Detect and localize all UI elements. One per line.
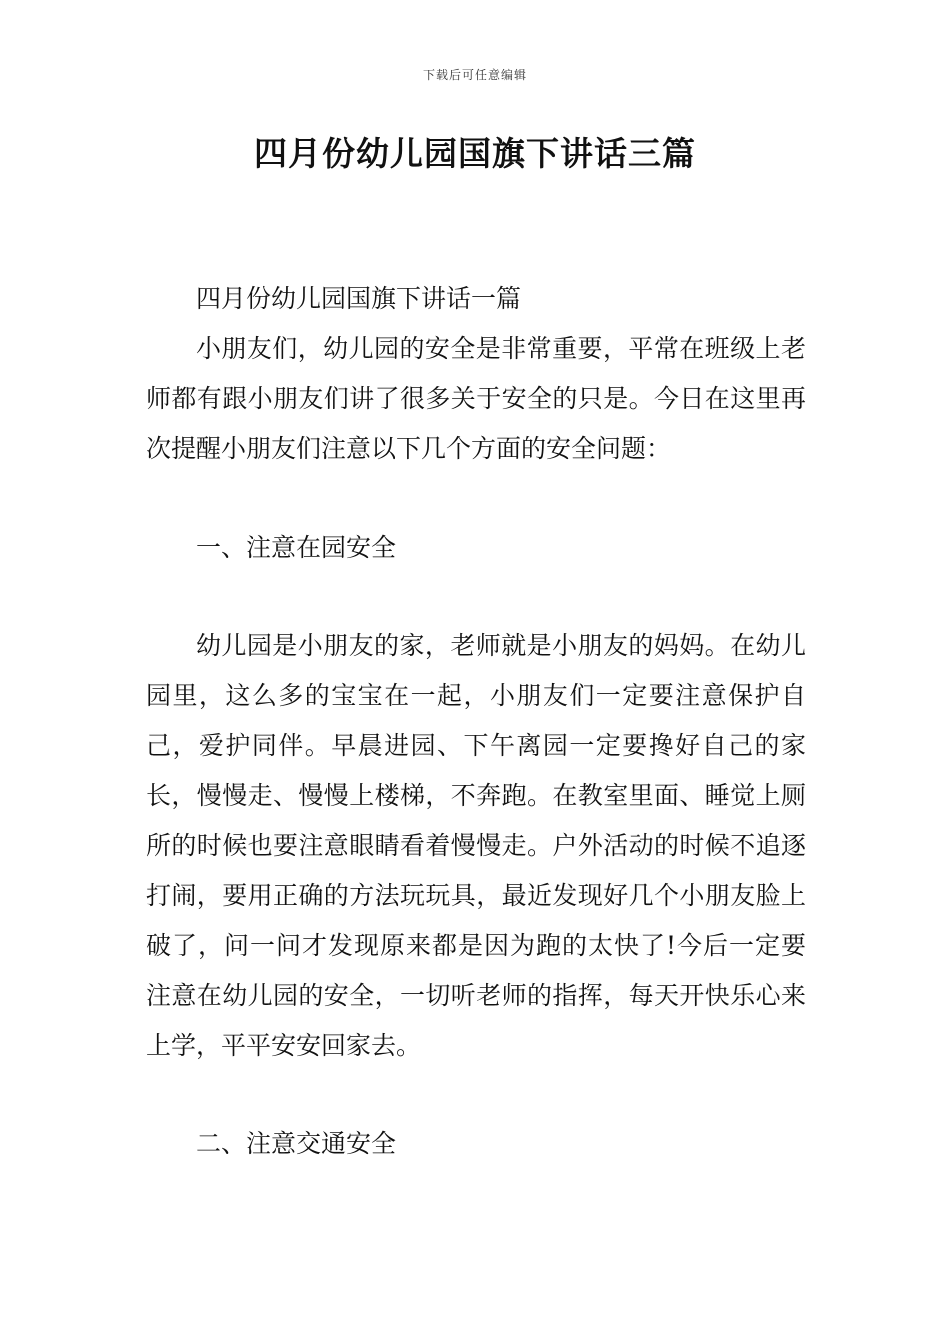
section-subtitle: 四月份幼儿园国旗下讲话一篇 <box>196 284 522 313</box>
section-heading-2: 二、注意交通安全 <box>196 1129 397 1158</box>
section-heading-1: 一、注意在园安全 <box>196 533 397 562</box>
intro-paragraph: 小朋友们，幼儿园的安全是非常重要，平常在班级上老师都有跟小朋友们讲了很多关于安全的只是。今日在这里再次提醒小朋友们注意以下几个方面的安全问题： <box>146 334 806 463</box>
header-note: 下载后可任意编辑 <box>422 68 527 82</box>
document-title: 四月份幼儿园国旗下讲话三篇 <box>254 134 696 173</box>
body-paragraph-1: 幼儿园是小朋友的家，老师就是小朋友的妈妈。在幼儿园里，这么多的宝宝在一起，小朋友们一定要注意保护自己，爱护同伴。早晨进园、下午离园一定要搀好自己的家长，慢慢走、慢慢上楼梯，不奔跑。在教室里面、睡觉上厕所的时候也要注意眼睛看着慢慢走。户外活动的时候不追逐打闹，要用正确的方法玩玩具，最近发现好几个小朋友脸上破了，问一问才发现原来都是因为跑的太快了!今后一定要注意在幼儿园的安全，一切听老师的指挥，每天开快乐心来上学，平平安安回家去。 <box>146 631 806 1060</box>
